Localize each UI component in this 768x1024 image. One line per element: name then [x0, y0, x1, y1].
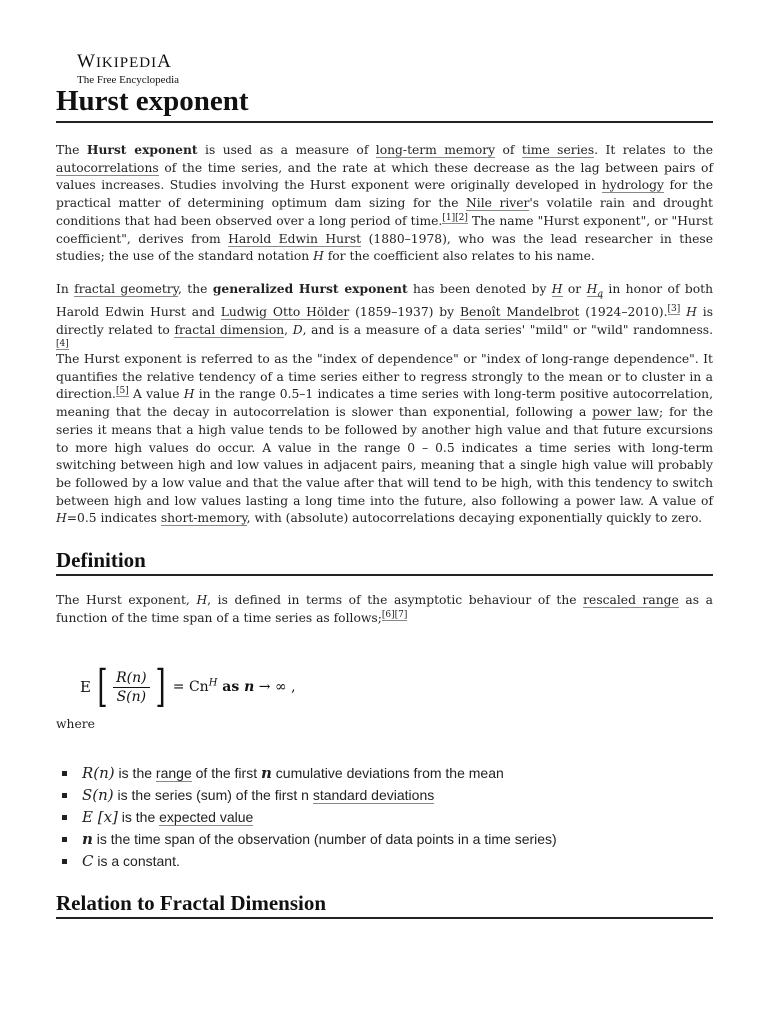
where-label: where: [56, 717, 95, 731]
logo-w: W: [77, 51, 96, 72]
formula-fraction: [113, 670, 149, 705]
link-short-memory[interactable]: short-memory: [160, 511, 247, 526]
logo-a: A: [157, 51, 172, 72]
formula-rhs: = $Cn^H$ as n → ∞ ,: [172, 677, 296, 695]
citation-7[interactable]: [7]: [394, 609, 408, 620]
link-hydrology[interactable]: hydrology: [601, 178, 665, 193]
formula-numerator: R(n): [113, 670, 149, 688]
term-generalized-hurst-exponent: generalized Hurst exponent: [212, 281, 408, 296]
formula-left-bracket: [: [97, 661, 108, 712]
citation-3[interactable]: [3]: [667, 304, 681, 315]
link-ludwig-otto-holder[interactable]: Ludwig Otto Hölder: [220, 305, 350, 320]
formula-expectation: E: [80, 678, 91, 696]
intro-paragraph-3: The Hurst exponent is referred to as the "index of dependence" or "index of long-range dependence". It quantifies the relative tendency of a time series either to regress strongly to the mean or to cluster in a direction.[5] A value H in the range 0.5–1 indicates a time series with long-term positive autocorrelation, meaning that the decay in autocorrelation is slower than exponential, following a power law; for the series it means that a high value tends to be followed by another high value and that future excursions to more high values do occur. A value in the range 0 – 0.5 indicates a time series with long-term switching between high and low values in adjacent pairs, meaning that a single high value will probably be followed by a low value and that the value after that will tend to be high, with this tendency to switch between high and low values lasting a long time into the future, also following a power law. A value of H=0.5 indicates short-memory, with (absolute) autocorrelations decaying exponentially quickly to zero.: [56, 352, 714, 526]
citation-2[interactable]: [2]: [455, 212, 468, 223]
link-long-term-memory[interactable]: long-term memory: [375, 143, 496, 157]
citation-6[interactable]: [6]: [381, 609, 395, 620]
link-autocorrelations[interactable]: autocorrelations: [56, 160, 159, 175]
section-heading-definition: Definition: [56, 547, 713, 576]
logo-tagline: The Free Encyclopedia: [77, 74, 180, 86]
math-h: H: [313, 249, 324, 264]
definition-paragraph: The Hurst exponent, H, is defined in terms of the asymptotic behaviour of the rescaled range as a function of the time span of a time series as follows;[6][7]: [56, 593, 714, 625]
citation-1[interactable]: [1]: [442, 212, 456, 223]
section-heading-relation: Relation to Fractal Dimension: [56, 890, 713, 919]
bullet: [62, 793, 67, 798]
symbol-list: [56, 762, 557, 872]
term-hurst-exponent: Hurst exponent: [86, 142, 198, 157]
link-fractal-dimension[interactable]: fractal dimension: [174, 322, 285, 337]
list-item: S(n) is the series (sum) of the first n standard deviations: [56, 784, 557, 806]
link-standard-deviations[interactable]: standard deviations: [312, 787, 435, 803]
logo-wordmark: [77, 52, 179, 73]
citation-4[interactable]: [4]: [56, 339, 69, 350]
intro-paragraph-2: In fractal geometry, the generalized Hurst exponent has been denoted by H or $H_q$ in honor of both Harold Edwin Hurst and Ludwig Otto Hölder (1859–1937) by Benoît Mandelbrot (1924–2010).[3] H is directly related to fractal dimension, D, and is a measure of a data series' "mild" or "wild" randomness.[4]: [56, 281, 714, 350]
link-time-series[interactable]: time series: [521, 143, 595, 157]
citation-5[interactable]: [5]: [115, 386, 129, 397]
wikipedia-logo[interactable]: [77, 52, 179, 86]
hurst-formula: [80, 661, 296, 712]
intro-paragraph-1: The Hurst exponent is used as a measure of long-term memory of time series. It relates to the autocorrelations of the time series, and the rate at which these decrease as the lag between pairs of values increases. Studies involving the Hurst exponent were originally developed in hydrology for the practical matter of determining optimum dam sizing for the Nile river's volatile rain and drought conditions that had been observed over a long period of time.[1][2] The name "Hurst exponent", or "Hurst coefficient", derives from Harold Edwin Hurst (1880–1978), who was the lead researcher in these studies; the use of the standard notation H for the coefficient also relates to his name.: [56, 142, 713, 264]
link-range[interactable]: range: [155, 765, 192, 781]
link-fractal-geometry[interactable]: fractal geometry: [74, 282, 179, 296]
link-harold-edwin-hurst[interactable]: Harold Edwin Hurst: [228, 231, 362, 246]
link-nile-river[interactable]: Nile river: [466, 196, 530, 211]
link-benoit-mandelbrot[interactable]: Benoît Mandelbrot: [460, 305, 580, 320]
link-power-law[interactable]: power law: [592, 405, 659, 420]
page-title: Hurst exponent: [56, 82, 713, 123]
link-rescaled-range[interactable]: rescaled range: [583, 593, 679, 607]
bullet: [62, 771, 67, 776]
link-expected-value[interactable]: expected value: [159, 809, 254, 825]
formula-denominator: S(n): [116, 688, 147, 705]
list-item: n is the time span of the observation (number of data points in a time series): [56, 828, 557, 850]
list-item: E [x] is the expected value: [56, 806, 557, 828]
math-h-link[interactable]: H: [551, 282, 563, 296]
bullet: [62, 815, 67, 820]
formula-right-bracket: ]: [155, 661, 166, 712]
bullet: [62, 837, 67, 842]
list-item: C is a constant.: [56, 850, 557, 872]
bullet: [62, 859, 67, 864]
logo-rest: IKIPEDI: [95, 55, 158, 71]
math-hq-link[interactable]: $H_q$: [586, 282, 604, 300]
list-item: R(n) is the range of the first n cumulative deviations from the mean: [56, 762, 557, 784]
